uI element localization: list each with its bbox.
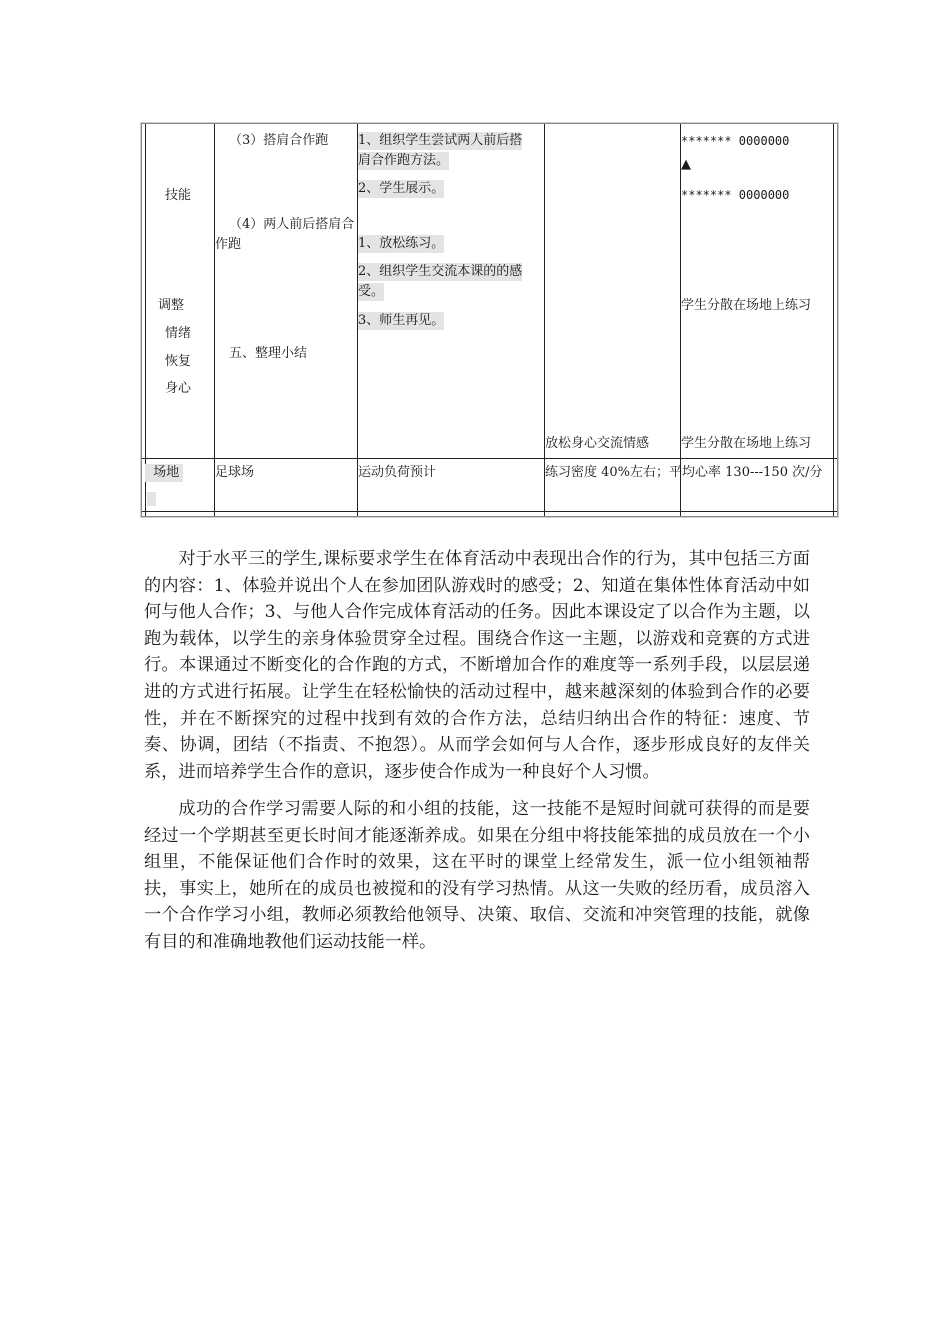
practice-note-1: 学生分散在场地上练习 (681, 298, 812, 313)
activity-shoulder-run: （3）搭肩合作跑 (229, 133, 329, 148)
load-value: 练习密度 40%左右；平均心率 130---150 次/分 (545, 465, 823, 480)
section-label-emotion: 情绪 (165, 326, 192, 341)
activity-pair-run: （4）两人前后搭肩合 (229, 217, 355, 232)
section-label-body-mind: 身心 (165, 381, 192, 396)
section-label-skill: 技能 (165, 188, 192, 203)
method-goodbye: 3、师生再见。 (358, 313, 445, 328)
highlight-mark (147, 492, 156, 506)
formation-row-1: ******* 0000000 (681, 134, 790, 148)
body-paragraph-1: 对于水平三的学生,课标要求学生在体育活动中表现出合作的行为，其中包括三方面的内容：1、体验并说出个人在参加团队游戏时的感受；2、知道在集体性体育活动中如何与他人合作；3、与他人合作完成体育活动的任务。因此本课设定了以合作为主题，以跑为载体，以学生的亲身体验贯穿全过程。围绕合作这一主题，以游戏和竞赛的方式进行。本课通过不断变化的合作跑的方式，不断增加合作的难度等一系列手段，以层层递进的方式进行拓展。让学生在轻松愉快的活动过程中，越来越深刻的体验到合作的必要性，并在不断探究的过程中找到有效的合作方法，总结归纳出合作的特征：速度、节奏、协调，团结（不指责、不抱怨）。从而学会如何与人合作，逐步形成良好的友伴关系，进而培养学生合作的意识，逐步使合作成为一种良好个人习惯。 (144, 549, 810, 782)
body-paragraph-2: 成功的合作学习需要人际的和小组的技能，这一技能不是短时间就可获得的而是要经过一个学期甚至更长时间才能逐渐养成。如果在分组中将技能笨拙的成员放在一个小组里，不能保证他们合作时的效果，这在平时的课堂上经常发生，派一位小组领袖帮扶，事实上，她所在的成员也被搅和的没有学习热情。从这一失败的经历看，成员溶入一个合作学习小组，教师必须教给他领导、决策、取信、交流和冲突管理的技能，就像有目的和准确地教他们运动技能一样。 (144, 799, 810, 952)
practice-note-2: 学生分散在场地上练习 (681, 436, 812, 451)
lesson-plan-table (141, 123, 838, 517)
table-border-bottom (142, 511, 837, 512)
row-divider (142, 458, 837, 459)
activity-pair-run-cont: 作跑 (215, 237, 242, 252)
section-label-adjust: 调整 (158, 298, 185, 313)
method-share-cont: 受。 (358, 284, 385, 299)
load-label: 运动负荷预计 (358, 465, 437, 480)
method-item-2: 2、学生展示。 (358, 181, 445, 196)
teacher-triangle-icon: ▲ (681, 157, 691, 172)
formation-row-2: ******* 0000000 (681, 188, 790, 202)
method-relax: 1、放松练习。 (358, 236, 445, 251)
relax-feeling: 放松身心交流情感 (545, 436, 650, 451)
method-item-1-cont: 肩合作跑方法。 (358, 153, 450, 168)
venue-label: 场地 (145, 464, 183, 482)
venue-value: 足球场 (215, 465, 255, 480)
method-share: 2、组织学生交流本课的的感 (358, 264, 523, 279)
method-item-1: 1、组织学生尝试两人前后搭 (358, 133, 523, 148)
section-label-recover: 恢复 (165, 354, 192, 369)
activity-summary: 五、整理小结 (229, 346, 308, 361)
